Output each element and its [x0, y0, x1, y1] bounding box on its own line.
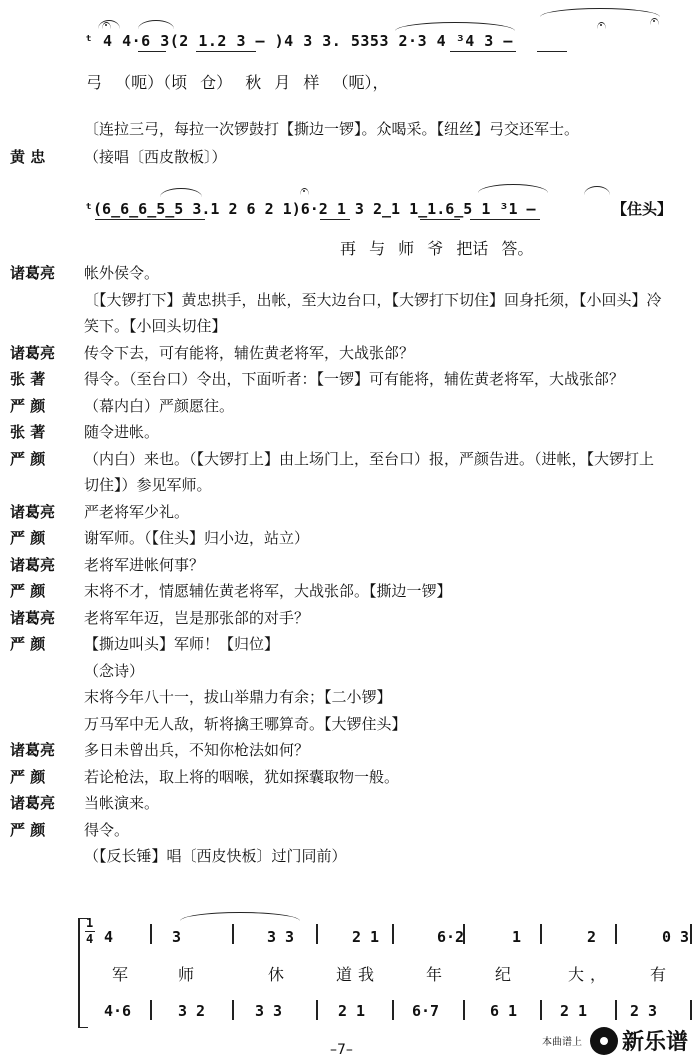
- role-name: 严 颜: [10, 396, 46, 415]
- lyric-word: 纪: [495, 965, 518, 984]
- bar-line: [150, 1000, 152, 1020]
- role-line: 末将今年八十一，拔山举鼎力有余；【二小锣】: [84, 688, 392, 706]
- bar-line: [232, 1000, 234, 1020]
- lyric-word: 大，: [568, 965, 613, 984]
- bar-line: [392, 924, 394, 944]
- score1-notes: ᵗ 4 4·6 3(2 1.2 3 – )4 3 3. 5353 2·3 4 ³4 3 –: [84, 32, 513, 50]
- role-line: 传令下去，可有能将，辅佐黄老将军，大战张郃？: [84, 343, 415, 362]
- slur: [160, 188, 202, 197]
- underline: [420, 219, 460, 220]
- accomp-note: 2 1: [560, 1002, 588, 1020]
- role-name: 严 颜: [10, 529, 46, 547]
- role-name: 严 颜: [10, 635, 46, 653]
- role-line: 切住】）参见军师。: [84, 476, 212, 494]
- slur: [478, 184, 548, 193]
- slur: [180, 912, 300, 921]
- role-line: 〔【大锣打下】黄忠拱手，出帐，至大边台口，【大锣打下切住】回身托须，【小回头】冷: [84, 290, 662, 309]
- underline: [470, 219, 540, 220]
- score2-notes: ᵗ(6̲6̲6̲5̲5 3.1 2 6 2 1)6·2 1 3 2̲1 1̲1.6̲5 1 ³1 –: [84, 200, 536, 218]
- melody-note: 3 3: [267, 928, 295, 946]
- role-line: （内白）来也。（【大锣打上】由上场门上，至台口）报，严颜告进。（进帐，【大锣打上: [84, 449, 655, 468]
- fermata-icon: [597, 22, 606, 29]
- fermata-icon: [650, 18, 659, 25]
- bar-line: [615, 924, 617, 944]
- role-line: （幕内白）严颜愿往。: [84, 396, 235, 415]
- bracket-bottom: [78, 1027, 88, 1028]
- role-line: 笑下。【小回头切住】: [84, 317, 227, 335]
- role-name: 诸葛亮: [10, 502, 56, 521]
- role-name: 张 著: [10, 423, 46, 441]
- role-line: 得令。: [84, 820, 130, 839]
- lyric-word: 年: [426, 965, 449, 984]
- score1-lyrics: 弓 （呃）（顷 仓） 秋 月 样 （呃），: [86, 73, 389, 92]
- accomp-note: 4·6: [104, 1002, 132, 1020]
- role-line: （念诗）: [84, 661, 145, 680]
- bar-line: [232, 924, 234, 944]
- lyric-word: 休: [268, 965, 291, 984]
- role-line: 谢军师。（【住头】归小边，站立）: [84, 529, 310, 547]
- bar-line: [316, 924, 318, 944]
- underline: [196, 51, 256, 52]
- role-line: 末将不才，情愿辅佐黄老将军，大战张郃。【撕边一锣】: [84, 582, 452, 600]
- role-line: 帐外侯令。: [84, 264, 160, 282]
- role-line: 随令进帐。: [84, 423, 160, 441]
- underline: [95, 219, 205, 220]
- role-name: 诸葛亮: [10, 608, 56, 627]
- melody-note: 2: [587, 928, 597, 946]
- lyric-word: 道我: [336, 965, 381, 984]
- melody-note: 0 3: [662, 928, 690, 946]
- time-sig-top: 1: [86, 916, 94, 930]
- role-line: 老将军进帐何事？: [84, 555, 205, 574]
- accomp-note: 3 3: [255, 1002, 283, 1020]
- melody-note: 6·2: [437, 928, 465, 946]
- bar-line: [316, 1000, 318, 1020]
- bar-line: [392, 1000, 394, 1020]
- role-line: 若论枪法，取上将的咽喉，犹如探囊取物一般。: [84, 767, 400, 786]
- role-name: 诸葛亮: [10, 264, 56, 282]
- role-name: 张 著: [10, 370, 46, 388]
- melody-note: 3: [172, 928, 182, 946]
- accomp-note: 6 1: [490, 1002, 518, 1020]
- lyric-word: 有: [650, 965, 673, 984]
- disc-icon: [590, 1027, 618, 1055]
- role-name: 诸葛亮: [10, 794, 56, 812]
- underline: [450, 51, 516, 52]
- role-name: 严 颜: [10, 820, 46, 839]
- first-note: 4: [104, 928, 114, 946]
- melody-note: 1: [512, 928, 522, 946]
- melody-note: 2 1: [352, 928, 380, 946]
- underline: [320, 219, 350, 220]
- bar-line: [463, 1000, 465, 1020]
- accomp-note: 3 2: [178, 1002, 206, 1020]
- role-line: 多日未曾出兵，不知你枪法如何？: [84, 741, 310, 759]
- site-logo: [542, 1025, 688, 1056]
- role-line: 当帐演来。: [84, 794, 160, 812]
- slur: [395, 22, 515, 31]
- bar-line: [690, 1000, 692, 1020]
- bar-line: [615, 1000, 617, 1020]
- role-name: 诸葛亮: [10, 555, 56, 574]
- role-name: 黄 忠: [10, 148, 46, 166]
- slur: [584, 186, 610, 195]
- bar-line: [150, 924, 152, 944]
- role-line: （【反长锤】唱〔西皮快板〕过门同前）: [84, 847, 347, 865]
- role-line: 得令。（至台口）令出，下面听者：【一锣】可有能将，辅佐黄老将军，大战张郃？: [84, 370, 625, 388]
- score2-tag: 【住头】: [612, 200, 673, 218]
- role-name: 严 颜: [10, 767, 46, 786]
- accomp-note: 2 1: [338, 1002, 366, 1020]
- stage-direction: 〔连拉三弓，每拉一次锣鼓打【撕边一锣】。众喝采。【纽丝】弓交还军士。: [84, 120, 580, 138]
- bracket-bar: [78, 918, 80, 1028]
- role-name: 严 颜: [10, 582, 46, 600]
- fermata-icon: [300, 188, 309, 195]
- role-line: 万马军中无人敌，斩将擒王哪算奇。【大锣住头】: [84, 714, 407, 733]
- bar-line: [540, 1000, 542, 1020]
- score2-lyrics: 再 与 师 爷 把话 答。: [340, 239, 534, 258]
- accomp-note: 2 3: [630, 1002, 658, 1020]
- underline: [138, 51, 166, 52]
- role-name: 诸葛亮: [10, 741, 56, 759]
- logo-text: 新乐谱: [621, 1030, 688, 1055]
- fermata-icon: [102, 22, 111, 29]
- footer-note: 本曲谱上: [541, 1037, 582, 1048]
- role-line: 老将军年迈，岂是那张郃的对手？: [84, 608, 310, 627]
- lyric-word: 军: [112, 965, 135, 984]
- role-line: （接唱〔西皮散板〕）: [84, 148, 227, 166]
- page-number: –7–: [330, 1042, 353, 1058]
- role-name: 诸葛亮: [10, 343, 56, 362]
- role-name: 严 颜: [10, 449, 46, 468]
- role-line: 严老将军少礼。: [84, 502, 190, 521]
- accomp-note: 6·7: [412, 1002, 440, 1020]
- underline: [537, 51, 567, 52]
- time-sig-bottom: 4: [86, 932, 94, 946]
- bar-line: [540, 924, 542, 944]
- lyric-word: 师: [178, 965, 201, 984]
- bar-line: [690, 924, 692, 944]
- slur: [540, 8, 660, 17]
- slur: [138, 20, 174, 29]
- role-line: 【撕边叫头】军师！【归位】: [84, 635, 280, 653]
